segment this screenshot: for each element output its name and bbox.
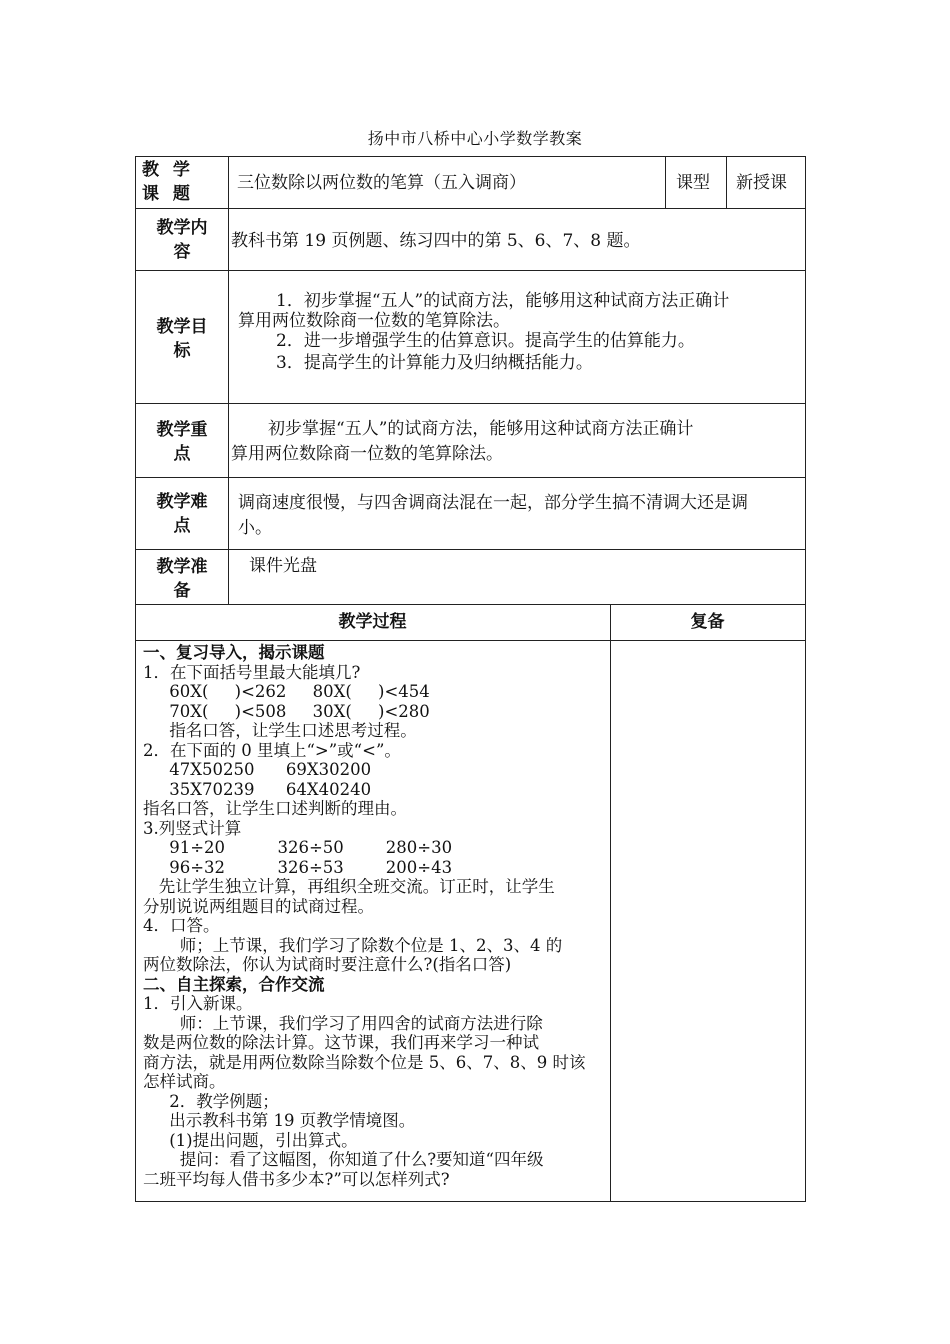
process-line: 91÷20 326÷50 280÷30 bbox=[143, 838, 453, 857]
process-line: 2．在下面的 0 里填上“>”或“<”。 bbox=[143, 740, 401, 760]
process-line: 1．引入新课。 bbox=[143, 994, 253, 1013]
goals-line-2: 算用两位数除商一位数的笔算除法。 bbox=[238, 311, 510, 331]
process-line: 指名口答，让学生口述思考过程。 bbox=[143, 721, 417, 740]
page-title: 扬中市八桥中心小学数学教案 bbox=[367, 129, 583, 148]
process-line: 60X( )<262 80X( )<454 bbox=[143, 682, 430, 701]
topic-value: 三位数除以两位数的笔算（五入调商） bbox=[237, 173, 526, 193]
process-line: 数是两位数的除法计算。这节课，我们再来学习一种试 bbox=[143, 1033, 539, 1052]
topic-label: 教 学 课 题 bbox=[142, 160, 194, 204]
process-line: 1．在下面括号里最大能填几? bbox=[143, 662, 361, 682]
process-line: 师：上节课，我们学习了用四舍的试商方法进行除 bbox=[143, 1013, 543, 1033]
process-line: 两位数除法，你认为试商时要注意什么?(指名口答) bbox=[143, 955, 512, 974]
process-line: 2．教学例题； bbox=[143, 1091, 279, 1111]
process-line: 70X( )<508 30X( )<280 bbox=[143, 701, 430, 721]
preparation-value: 课件光盘 bbox=[249, 556, 317, 576]
section-heading: 一、复习导入，揭示课题 bbox=[143, 643, 325, 662]
difficulty-label: 教学难点 bbox=[156, 492, 208, 536]
type-label: 课型 bbox=[676, 173, 710, 193]
goals-line-3: 2．进一步增强学生的估算意识。提高学生的估算能力。 bbox=[276, 331, 695, 351]
process-line: 指名口答，让学生口述判断的理由。 bbox=[143, 799, 407, 818]
process-line: 4．口答。 bbox=[143, 916, 220, 935]
revision-header: 复备 bbox=[690, 612, 725, 632]
process-line: (1)提出问题，引出算式。 bbox=[143, 1130, 358, 1150]
section-heading: 二、自主探索，合作交流 bbox=[143, 974, 325, 994]
goals-line-1: 1．初步掌握“五人”的试商方法，能够用这种试商方法正确计 bbox=[276, 291, 730, 311]
process-line: 先让学生独立计算，再组织全班交流。订正时，让学生 bbox=[143, 877, 555, 896]
process-line: 二班平均每人借书多少本?”可以怎样列式? bbox=[143, 1169, 450, 1189]
process-line: 分别说说两组题目的试商过程。 bbox=[143, 896, 374, 916]
process-line: 3.列竖式计算 bbox=[143, 818, 242, 838]
type-value: 新授课 bbox=[736, 173, 787, 193]
process-line: 出示教科书第 19 页教学情境图。 bbox=[143, 1111, 416, 1130]
process-line: 96÷32 326÷53 200÷43 bbox=[143, 857, 453, 877]
preparation-label: 教学准备 bbox=[156, 557, 208, 601]
content-label: 教学内容 bbox=[156, 218, 208, 262]
goals-label: 教学目标 bbox=[156, 317, 208, 361]
process-line: 师；上节课，我们学习了除数个位是 1、2、3、4 的 bbox=[143, 935, 563, 955]
keypoints-line-2: 算用两位数除商一位数的笔算除法。 bbox=[231, 444, 503, 464]
goals-line-4: 3．提高学生的计算能力及归纳概括能力。 bbox=[276, 353, 593, 373]
keypoints-label: 教学重点 bbox=[156, 420, 208, 464]
process-content bbox=[143, 643, 611, 1189]
process-line: 35X70239 64X40240 bbox=[143, 779, 372, 799]
keypoints-line-1: 初步掌握“五人”的试商方法，能够用这种试商方法正确计 bbox=[268, 419, 694, 439]
content-value: 教科书第 19 页例题、练习四中的第 5、6、7、8 题。 bbox=[231, 231, 641, 251]
process-header: 教学过程 bbox=[338, 612, 407, 632]
process-line: 商方法，就是用两位数除当除数个位是 5、6、7、8、9 时该 bbox=[143, 1052, 586, 1072]
difficulty-line-1: 调商速度很慢，与四舍调商法混在一起，部分学生搞不清调大还是调 bbox=[238, 493, 748, 513]
process-line: 怎样试商。 bbox=[143, 1072, 226, 1091]
process-line: 提问：看了这幅图，你知道了什么?要知道“四年级 bbox=[143, 1150, 544, 1169]
process-line: 47X50250 69X30200 bbox=[143, 760, 372, 779]
difficulty-line-2: 小。 bbox=[238, 518, 272, 538]
